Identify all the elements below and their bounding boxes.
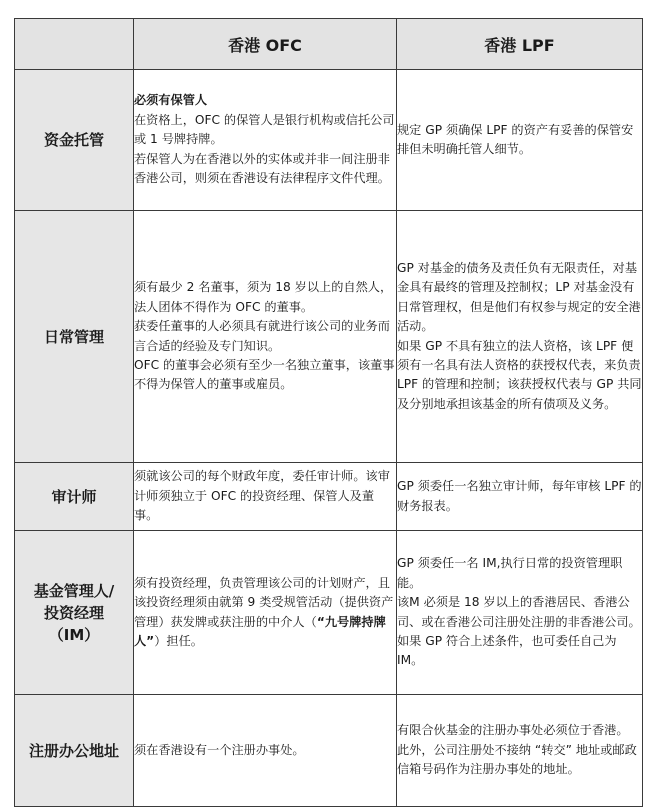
row-label-line: （IM）	[48, 625, 100, 644]
table-row	[15, 463, 643, 531]
cell-paragraph: 须在香港设有一个注册办事处。	[134, 742, 305, 757]
cell-paragraph: 此外，公司注册处不接纳 “转交” 地址或邮政信箱号码作为注册办事处的地址。	[397, 742, 637, 777]
table-row	[15, 695, 643, 807]
ofc-cell	[134, 695, 397, 807]
cell-paragraph: 该M 必须是 18 岁以上的香港居民、香港公司、或在香港公司注册处注册的非香港公司。	[397, 595, 641, 629]
cell-paragraph: 须就该公司的每个财政年度，委任审计师。该审计师须独立于 OFC 的投资经理、保管人及董事。	[134, 469, 390, 523]
lpf-cell	[397, 531, 643, 695]
lpf-cell	[397, 695, 643, 807]
row-label: 资金托管	[15, 70, 134, 211]
row-label: 注册办公地址	[15, 695, 134, 807]
header-row	[15, 19, 643, 70]
table-row	[15, 531, 643, 695]
table-row	[15, 70, 643, 211]
cell-paragraph: 若保管人为在香港以外的实体或并非一间注册非香港公司，则须在香港设有法律程序文件代理。	[134, 151, 390, 186]
cell-paragraph: GP 须委任一名 IM,执行日常的投资管理职能。	[397, 556, 623, 590]
lpf-cell	[397, 211, 643, 463]
cell-paragraph: 在资格上，OFC 的保管人是银行机构或信托公司或 1 号牌持牌。	[134, 112, 395, 147]
row-label	[15, 531, 134, 695]
cell-paragraph: 如果 GP 符合上述条件，也可委任自己为 IM。	[397, 633, 617, 668]
cell-paragraph: 如果 GP 不具有独立的法人资格，该 LPF 便须有一名具有法人资格的获授权代表，来负责 LPF 的管理和控制；该获授权代表与 GP 共同及分别地承担该基金的所有债项及义务。	[397, 338, 642, 411]
row-label-line: 投资经理	[43, 603, 104, 622]
header-ofc: 香港 OFC	[134, 19, 397, 70]
cell-bold-text: “九号牌持牌人”	[134, 614, 386, 648]
cell-paragraph	[134, 574, 396, 652]
header-lpf: 香港 LPF	[397, 19, 643, 70]
lpf-cell	[397, 463, 643, 531]
table-row	[15, 211, 643, 463]
cell-paragraph: 获委任董事的人必须具有就进行该公司的业务而言合适的经验及专门知识。	[134, 319, 390, 353]
cell-paragraph: GP 对基金的债务及责任负有无限责任，对基金具有最终的管理及控制权；LP 对基金没有日常管理权，但是他们有权参与规定的安全港活动。	[397, 260, 641, 334]
lpf-cell	[397, 70, 643, 211]
ofc-cell	[134, 70, 397, 211]
cell-text: ）担任。	[154, 633, 203, 648]
cell-paragraph: 规定 GP 须确保 LPF 的资产有妥善的保管安排但未明确托管人细节。	[397, 122, 634, 156]
comparison-table	[14, 18, 643, 807]
cell-paragraph: OFC 的董事会必须有至少一名独立董事，该董事不得为保管人的董事或雇员。	[134, 357, 395, 392]
row-label: 审计师	[15, 463, 134, 531]
header-corner-cell	[15, 19, 134, 70]
ofc-cell	[134, 463, 397, 531]
cell-paragraph: 必须有保管人	[134, 93, 208, 108]
ofc-cell	[134, 531, 397, 695]
cell-text: 须有投资经理，负责管理该公司的计划财产，且该投资经理须由就第 9 类受规管活动（提供资产管理）获发牌或获注册的中介人（	[134, 575, 394, 629]
row-label-line: 基金管理人/	[33, 581, 115, 600]
ofc-cell	[134, 211, 397, 463]
row-label: 日常管理	[15, 211, 134, 463]
cell-paragraph: 有限合伙基金的注册办事处必须位于香港。	[397, 723, 629, 738]
cell-paragraph: 须有最少 2 名董事，须为 18 岁以上的自然人，法人团体不得作为 OFC 的董事。	[134, 280, 393, 314]
cell-paragraph: GP 须委任一名独立审计师，每年审核 LPF 的财务报表。	[397, 479, 642, 513]
